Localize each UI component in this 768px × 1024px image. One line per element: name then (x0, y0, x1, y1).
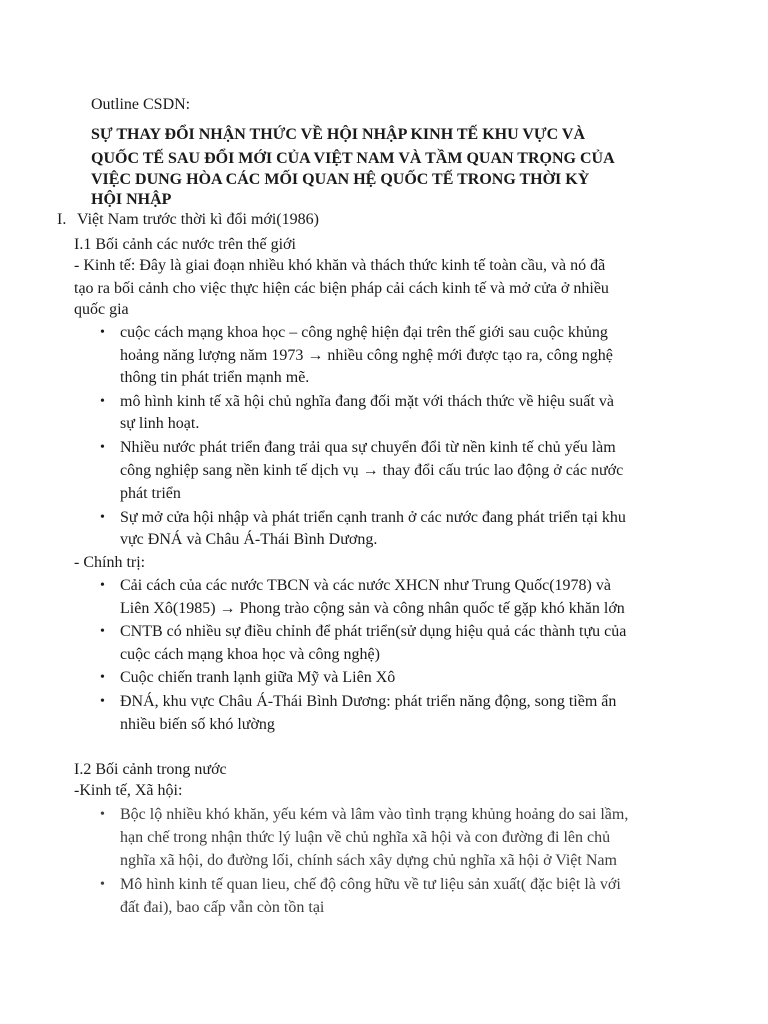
bullet-icon: • (100, 807, 105, 822)
list-item-line: Bộc lộ nhiều khó khăn, yếu kém và lâm vào tình trạng khủng hoảng do sai lầm, (120, 806, 629, 823)
list-item-line: nhiều biến số khó lường (120, 716, 275, 733)
bullet-icon: • (100, 694, 105, 709)
list-item-line: mô hình kinh tế xã hội chủ nghĩa đang đối mặt với thách thức về hiệu suất và (120, 393, 614, 410)
section-number: I. (57, 211, 67, 228)
list-item-line: sự linh hoạt. (120, 415, 200, 432)
list-item-line: vực ĐNÁ và Châu Á-Thái Bình Dương. (120, 531, 378, 548)
outline-label: Outline CSDN: (91, 96, 191, 113)
title-line: HỘI NHẬP (91, 191, 172, 208)
title-line: QUỐC TẾ SAU ĐỔI MỚI CỦA VIỆT NAM VÀ TẦM QUAN TRỌNG CỦA (91, 150, 615, 167)
list-item-line: Cuộc chiến tranh lạnh giữa Mỹ và Liên Xô (120, 669, 396, 686)
list-item-line: nghĩa xã hội, do đường lối, chính sách xây dựng chủ nghĩa xã hội ở Việt Nam (120, 852, 617, 869)
list-item-line: ĐNÁ, khu vực Châu Á-Thái Bình Dương: phát triển năng động, song tiềm ẩn (120, 693, 617, 710)
list-item-line: công nghiệp sang nền kinh tế dịch vụ → thay đổi cấu trúc lao động ở các nước (120, 462, 624, 479)
list-item-line: Cải cách của các nước TBCN và các nước XHCN như Trung Quốc(1978) và (120, 577, 611, 594)
subsection-heading: I.2 Bối cảnh trong nước (74, 761, 227, 778)
list-item-line: phát triển (120, 485, 181, 502)
list-item-line: CNTB có nhiều sự điều chỉnh để phát triển(sử dụng hiệu quả các thành tựu của (120, 623, 627, 640)
list-item-line: đất đai), bao cấp vẫn còn tồn tại (120, 899, 325, 916)
bullet-icon: • (100, 624, 105, 639)
list-item-line: hạn chế trong nhận thức lý luận về chủ nghĩa xã hội và con đường đi lên chủ (120, 829, 611, 846)
subsection-heading: I.1 Bối cảnh các nước trên thế giới (74, 236, 296, 253)
bullet-icon: • (100, 325, 105, 340)
bullet-icon: • (100, 670, 105, 685)
politics-label: - Chính trị: (74, 554, 146, 571)
bullet-icon: • (100, 394, 105, 409)
list-item-line: cuộc cách mạng khoa học và công nghệ) (120, 646, 380, 663)
econsoc-label: -Kinh tế, Xã hội: (74, 782, 183, 799)
bullet-icon: • (100, 877, 105, 892)
paragraph-line: tạo ra bối cảnh cho việc thực hiện các biện pháp cải cách kinh tế và mở cửa ở nhiều (74, 280, 609, 297)
title-line: VIỆC DUNG HÒA CÁC MỐI QUAN HỆ QUỐC TẾ TRONG THỜI KỲ (91, 171, 590, 188)
bullet-icon: • (100, 510, 105, 525)
paragraph-line: - Kinh tế: Đây là giai đoạn nhiều khó khăn và thách thức kinh tế toàn cầu, và nó đã (74, 257, 606, 274)
bullet-icon: • (100, 578, 105, 593)
title-line: SỰ THAY ĐỔI NHẬN THỨC VỀ HỘI NHẬP KINH TẾ KHU VỰC VÀ (91, 126, 586, 143)
list-item-line: Mô hình kinh tế quan lieu, chế độ công hữu về tư liệu sản xuất( đặc biệt là với (120, 876, 621, 893)
paragraph-line: quốc gia (74, 301, 129, 318)
list-item-line: cuộc cách mạng khoa học – công nghệ hiện đại trên thế giới sau cuộc khủng (120, 324, 608, 341)
list-item-line: hoảng năng lượng năm 1973 → nhiều công nghệ mới được tạo ra, công nghệ (120, 347, 613, 364)
list-item-line: Sự mở cửa hội nhập và phát triển cạnh tranh ở các nước đang phát triển tại khu (120, 509, 626, 526)
bullet-icon: • (100, 440, 105, 455)
list-item-line: Nhiều nước phát triển đang trải qua sự chuyển đổi từ nền kinh tế chủ yếu làm (120, 439, 616, 456)
section-heading: Việt Nam trước thời kì đổi mới(1986) (77, 211, 319, 228)
list-item-line: Liên Xô(1985) → Phong trào cộng sản và công nhân quốc tế gặp khó khăn lớn (120, 600, 625, 617)
list-item-line: thông tin phát triển mạnh mẽ. (120, 369, 310, 386)
